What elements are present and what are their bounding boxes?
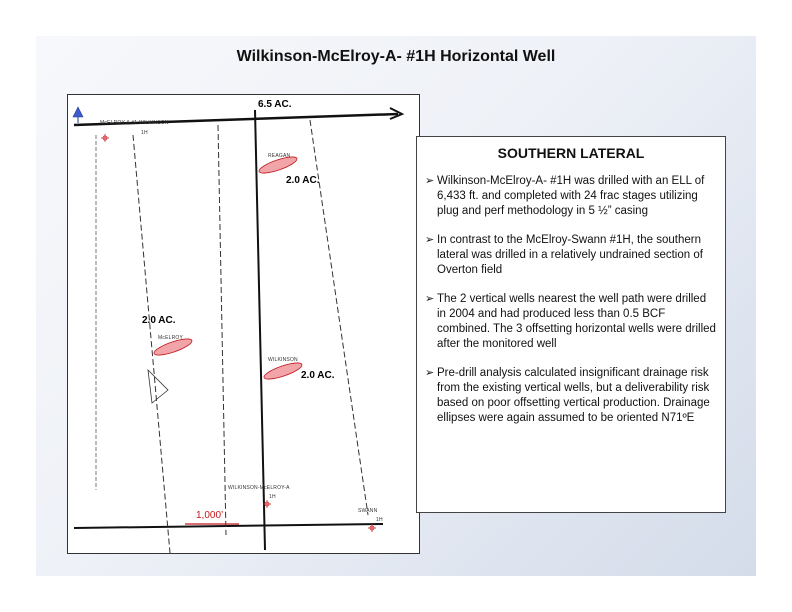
well-marker-icon-top-left	[101, 134, 109, 142]
bullet-arrow-icon: ➢	[425, 367, 435, 379]
bullet-text: The 2 vertical wells nearest the well path were drilled in 2004 and had produced less than 0.5 BCF combined. The 3 offsetting horizontal wells were drilled after the monitored well	[437, 293, 716, 350]
slide	[36, 36, 756, 576]
bullet-text: In contrast to the McElroy-Swann #1H, the southern lateral was drilled in a relatively undrained section of Overton field	[437, 234, 703, 276]
vertical-lease-line	[255, 110, 265, 550]
acreage-label-wilkinson: 2.0 AC.	[301, 370, 335, 381]
triangle-marker-icon	[148, 370, 168, 403]
bullet-item	[425, 174, 717, 219]
well-label-bottom: WILKINSON-McELROY-A	[228, 485, 290, 491]
bullet-arrow-icon: ➢	[425, 234, 435, 246]
drainage-ellipse-wilkinson	[262, 360, 303, 382]
well-suffix-bottom: 1H	[269, 494, 276, 500]
well-label-swann: SWANN	[358, 508, 378, 514]
well-suffix-top-left: 1H	[141, 130, 148, 136]
well-suffix-swann: 1H	[376, 517, 383, 523]
well-label-wilkinson: WILKINSON	[268, 357, 298, 363]
well-label-top-left: McELROY-A #1 WILKINSON	[100, 120, 169, 126]
bullet-text: Wilkinson-McElroy-A- #1H was drilled with an ELL of 6,433 ft. and completed with 24 frac stages utilizing plug and perf methodology in 5 ½” casing	[437, 175, 705, 217]
acreage-label-mcelroy: 2.0 AC.	[142, 315, 176, 326]
scale-label: 1,000’	[196, 510, 224, 521]
well-label-reagan: REAGAN	[268, 153, 291, 159]
slide-title: Wilkinson-McElroy-A- #1H Horizontal Well	[236, 48, 556, 65]
bullet-arrow-icon: ➢	[425, 293, 435, 305]
well-marker-icon-swann	[368, 524, 376, 532]
well-label-mcelroy: McELROY	[158, 335, 184, 341]
bullet-item	[425, 292, 717, 352]
box-heading: SOUTHERN LATERAL	[497, 145, 645, 161]
southern-lateral-box	[416, 136, 726, 513]
lateral-path-left	[133, 135, 170, 553]
bullet-item	[425, 366, 717, 426]
bullet-arrow-icon: ➢	[425, 175, 435, 187]
lateral-path-mid	[218, 125, 226, 535]
north-arrow-icon	[73, 107, 83, 123]
acreage-label-reagan: 2.0 AC.	[286, 175, 320, 186]
top-acreage-label: 6.5 AC.	[258, 99, 292, 110]
bullet-text: Pre-drill analysis calculated insignificant drainage risk from the existing vertical wells, but a deliverability risk based on poor offsetting vertical production. Drainage ellipses were again assumed to be oriented N71ºE	[437, 367, 710, 424]
bullet-item	[425, 233, 717, 278]
well-map	[67, 94, 420, 554]
